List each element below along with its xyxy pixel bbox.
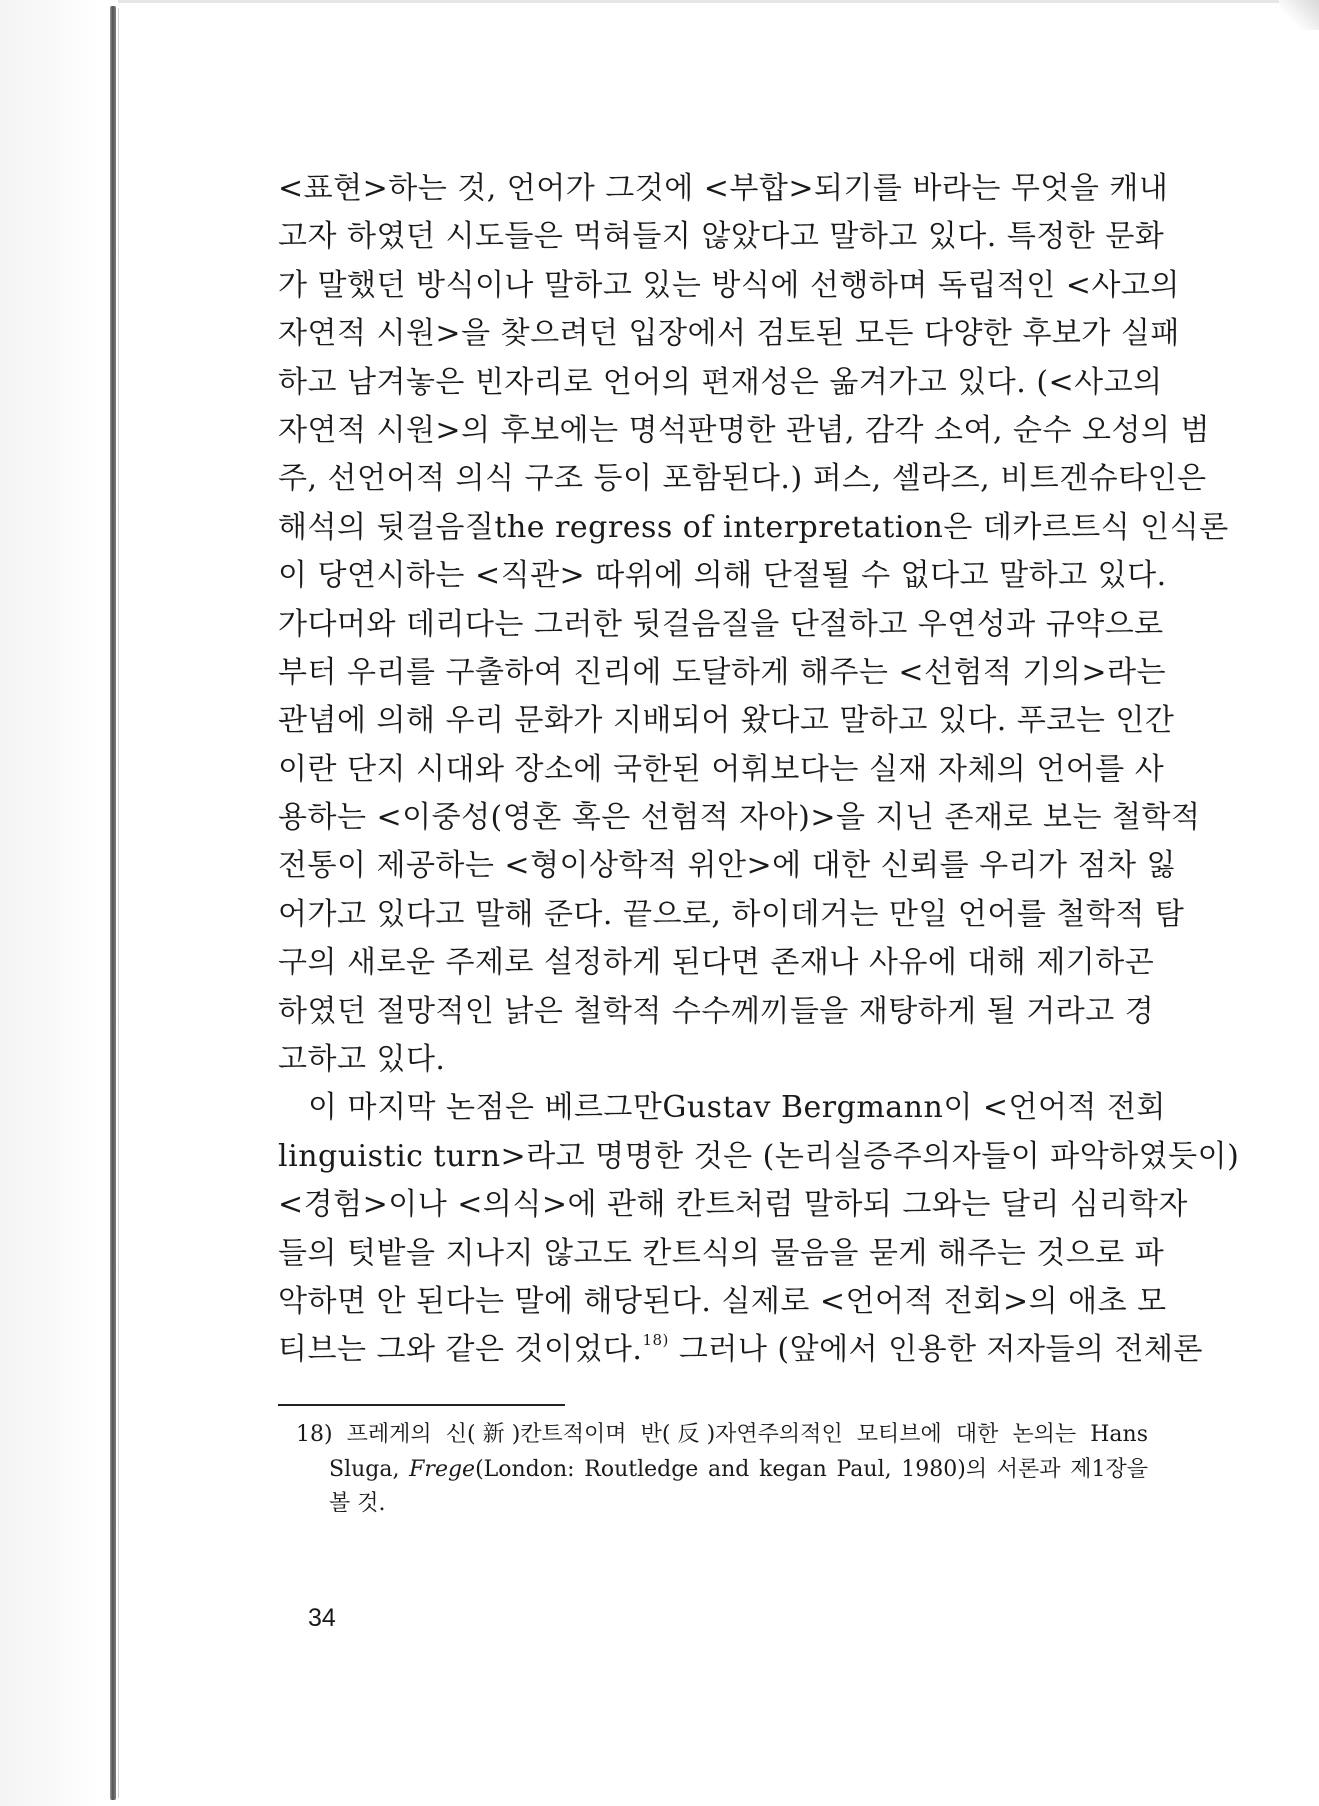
page-corner-curl	[1279, 0, 1319, 30]
page-top-edge	[118, 0, 1319, 3]
text-line: 자연적 시원>을 찾으려던 입장에서 검토된 모든 다양한 후보가 실패	[278, 316, 1180, 352]
text-segment: 그러나 (앞에서 인용한 저자들의 전체론	[668, 1332, 1203, 1368]
spine-inner-line	[118, 8, 119, 1798]
text-line: 고자 하였던 시도들은 먹혀들지 않았다고 말하고 있다. 특정한 문화	[278, 219, 1165, 255]
text-line: 주, 선언어적 의식 구조 등이 포함된다.) 퍼스, 셀라즈, 비트겐슈타인은	[278, 461, 1207, 497]
page-number: 34	[308, 1604, 336, 1632]
text-line: 고하고 있다.	[278, 1042, 446, 1078]
text-segment: 티브는 그와 같은 것이었다.	[278, 1332, 643, 1368]
footnote-line	[296, 1453, 1148, 1488]
text-line: 하고 남겨놓은 빈자리로 언어의 편재성은 옮겨가고 있다. (<사고의	[278, 364, 1163, 400]
text-line: 전통이 제공하는 <형이상학적 위안>에 대한 신뢰를 우리가 점차 잃	[278, 848, 1177, 884]
text-line: 이란 단지 시대와 장소에 국한된 어휘보다는 실재 자체의 언어를 사	[278, 751, 1165, 787]
footnote-segment: Sluga,	[329, 1456, 410, 1482]
text-line: 들의 텃밭을 지나지 않고도 칸트식의 물음을 묻게 해주는 것으로 파	[278, 1235, 1165, 1271]
footnote-area	[296, 1418, 1148, 1522]
text-line: 이 당연시하는 <직관> 따위에 의해 단절될 수 없다고 말하고 있다.	[278, 558, 1167, 594]
text-line: 해석의 뒷걸음질the regress of interpretation은 데카르트식 인식론	[278, 509, 1229, 545]
body-text	[278, 165, 1240, 1375]
text-line: 이 마지막 논점은 베르그만Gustav Bergmann이 <언어적 전회	[308, 1090, 1166, 1126]
text-line: 악하면 안 된다는 말에 해당된다. 실제로 <언어적 전회>의 애초 모	[278, 1283, 1167, 1319]
text-line: 관념에 의해 우리 문화가 지배되어 왔다고 말하고 있다. 푸코는 인간	[278, 703, 1175, 739]
text-line	[278, 1326, 1203, 1374]
text-line: 자연적 시원>의 후보에는 명석판명한 관념, 감각 소여, 순수 오성의 범	[278, 412, 1210, 448]
footnote-divider	[278, 1404, 565, 1406]
page-left-margin	[0, 0, 118, 1806]
footnote-reference[interactable]: 18)	[642, 1331, 669, 1350]
text-line: <표현>하는 것, 언어가 그것에 <부합>되기를 바라는 무엇을 캐내	[278, 171, 1169, 206]
text-line: linguistic turn>라고 명명한 것은 (논리실증주의자들이 파악하였듯이)	[278, 1138, 1240, 1174]
text-line: 가 말했던 방식이나 말하고 있는 방식에 선행하며 독립적인 <사고의	[278, 267, 1180, 303]
footnote-segment: (London: Routledge and kegan Paul, 1980)의 서론과 제1장을	[475, 1456, 1148, 1482]
footnote-book-title: Frege	[409, 1456, 476, 1482]
text-line: 하였던 절망적인 낡은 철학적 수수께끼들을 재탕하게 될 거라고 경	[278, 993, 1155, 1029]
footnote-line: 18) 프레게의 신(新)칸트적이며 반(反)자연주의적인 모티브에 대한 논의는 Hans	[296, 1422, 1148, 1447]
text-line: 용하는 <이중성(영혼 혹은 선험적 자아)>을 지닌 존재로 보는 철학적	[278, 800, 1201, 836]
text-line: 구의 새로운 주제로 설정하게 된다면 존재나 사유에 대해 제기하곤	[278, 945, 1155, 981]
text-line: <경험>이나 <의식>에 관해 칸트처럼 말하되 그와는 달리 심리학자	[278, 1187, 1188, 1223]
footnote-line: 볼 것.	[329, 1491, 386, 1516]
text-line: 부터 우리를 구출하여 진리에 도달하게 해주는 <선험적 기의>라는	[278, 654, 1167, 690]
text-line: 어가고 있다고 말해 준다. 끝으로, 하이데거는 만일 언어를 철학적 탐	[278, 896, 1185, 932]
book-spine-edge	[110, 6, 116, 1800]
text-line: 가다머와 데리다는 그러한 뒷걸음질을 단절하고 우연성과 규약으로	[278, 606, 1164, 642]
